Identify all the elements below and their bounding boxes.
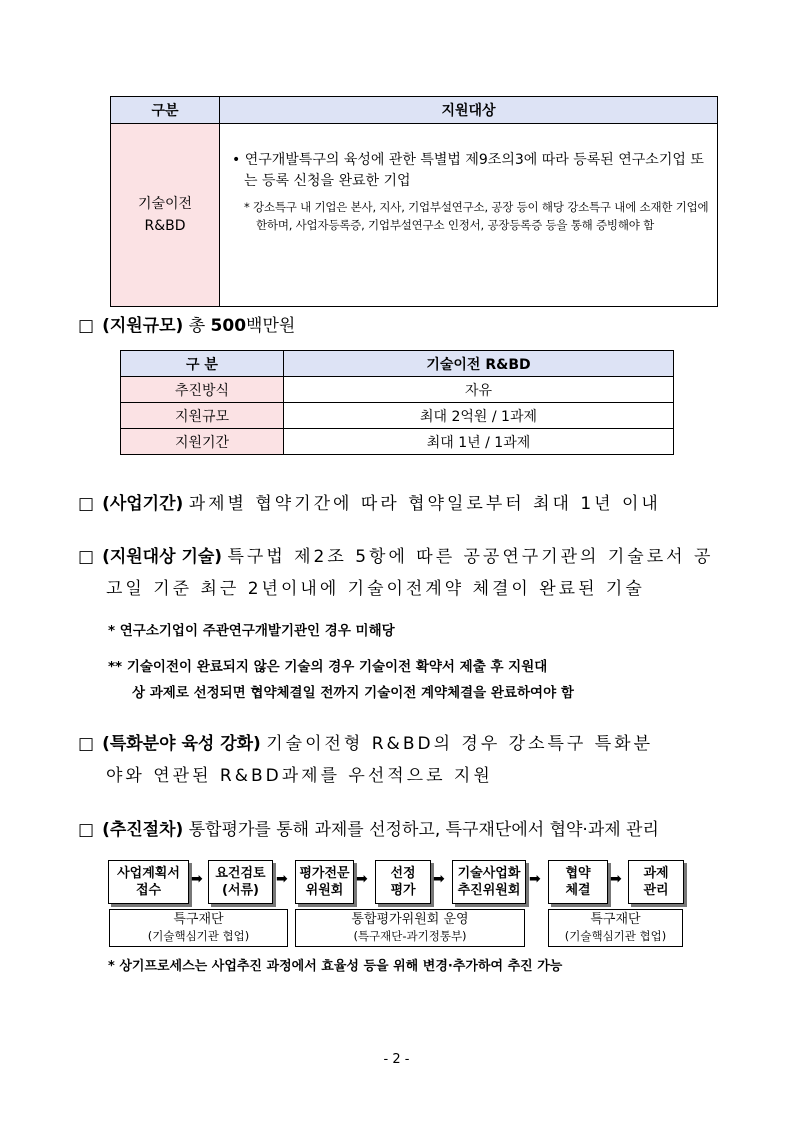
target-cell <box>220 124 718 307</box>
step-line1: 선정 <box>390 866 416 881</box>
step-line2: (서류) <box>222 883 259 898</box>
target-bullet: • 연구개발특구의 육성에 관한 특별법 제9조의3에 따라 등록된 연구소기업 또는 등록 신청을 완료한 기업 <box>232 152 704 189</box>
table-row <box>121 377 674 403</box>
row-value: 최대 2억원 / 1과제 <box>284 403 674 429</box>
flow-group-2 <box>295 909 525 947</box>
note-2-line1: ** 기술이전이 완료되지 않은 기술의 경우 기술이전 확약서 제출 후 지원대 <box>108 659 548 675</box>
group-sub: (특구재단-과기정통부) <box>353 929 467 943</box>
section-line1: 기술이전형 R&BD의 경우 강소특구 특화분 <box>266 734 654 754</box>
flow-step-review <box>208 860 273 904</box>
group-title: 특구재단 <box>590 912 641 927</box>
flow-step-management <box>628 860 684 904</box>
note-2 <box>108 654 733 706</box>
group-sub: (기술핵심기관 협업) <box>564 929 667 943</box>
section-project-period <box>78 488 728 520</box>
checkbox-icon: □ <box>78 734 95 754</box>
step-line1: 과제 <box>643 866 669 881</box>
section-text-num: 500 <box>210 316 247 336</box>
section-process <box>78 814 728 846</box>
note-2-line2: 상 과제로 선정되면 협약체결일 전까지 기술이전 계약체결을 완료하여야 함 <box>132 685 574 701</box>
flow-step-commercialization <box>452 860 526 904</box>
category-line2: R&BD <box>144 218 186 234</box>
section-support-scale <box>78 310 728 342</box>
section-line2: 고일 기준 최근 2년이내에 기술이전계약 체결이 완료된 기술 <box>106 579 645 599</box>
section-title: (추진절차) <box>102 820 184 840</box>
section-title: (지원대상 기술) <box>102 547 223 567</box>
row-label: 지원규모 <box>121 403 284 429</box>
section-text-pre: 총 <box>188 316 211 336</box>
section-title: (사업기간) <box>102 494 184 514</box>
flow-group-1 <box>109 909 288 947</box>
page-number: - 2 - <box>383 1052 410 1067</box>
arrow-right-icon: ➡ <box>610 871 622 887</box>
flow-step-eval-committee <box>295 860 354 904</box>
arrow-right-icon: ➡ <box>529 871 541 887</box>
step-line2: 평가 <box>390 883 416 898</box>
process-note: * 상기프로세스는 사업추진 과정에서 효율성 등을 위해 변경·추가하여 추진 가능 <box>108 959 563 974</box>
arrow-right-icon: ➡ <box>356 871 368 887</box>
group-sub: (기술핵심기관 협업) <box>147 929 250 943</box>
section-target-tech <box>78 541 728 605</box>
note-1: * 연구소기업이 주관연구개발기관인 경우 미해당 <box>108 623 395 639</box>
step-line1: 기술사업화 <box>457 866 521 881</box>
section-line2: 야와 연관된 R&BD과제를 우선적으로 지원 <box>106 766 493 786</box>
section-text: 통합평가를 통해 과제를 선정하고, 특구재단에서 협약·과제 관리 <box>188 820 659 840</box>
arrow-right-icon: ➡ <box>191 871 203 887</box>
step-line2: 추진위원회 <box>457 883 521 898</box>
arrow-right-icon: ➡ <box>276 871 288 887</box>
support-scale-table <box>120 350 674 455</box>
section-text-post: 백만원 <box>246 316 296 336</box>
table-header-category: 구분 <box>111 97 220 124</box>
step-line1: 요건검토 <box>215 866 266 881</box>
row-value: 자유 <box>284 377 674 403</box>
row-value: 최대 1년 / 1과제 <box>284 429 674 455</box>
step-line1: 평가전문 <box>299 866 350 881</box>
flow-step-agreement <box>548 860 608 904</box>
section-title: (지원규모) <box>102 316 184 336</box>
checkbox-icon: □ <box>78 316 95 336</box>
section-line1: 특구법 제2조 5항에 따른 공공연구기관의 기술로서 공 <box>227 547 714 567</box>
checkbox-icon: □ <box>78 494 95 514</box>
step-line2: 체결 <box>565 883 591 898</box>
row-label: 추진방식 <box>121 377 284 403</box>
category-cell <box>111 124 220 307</box>
section-title: (특화분야 육성 강화) <box>102 734 261 754</box>
section-specialization <box>78 728 728 792</box>
group-title: 특구재단 <box>173 912 224 927</box>
step-line1: 사업계획서 <box>117 866 180 881</box>
flow-step-application <box>108 860 189 904</box>
table-header-category: 구 분 <box>121 351 284 377</box>
step-line2: 접수 <box>135 883 162 898</box>
checkbox-icon: □ <box>78 547 95 567</box>
table-header-rbd: 기술이전 R&BD <box>284 351 674 377</box>
step-line2: 관리 <box>643 883 669 898</box>
flow-group-3 <box>548 909 683 947</box>
table-header-target: 지원대상 <box>220 97 718 124</box>
table-row <box>121 403 674 429</box>
checkbox-icon: □ <box>78 820 95 840</box>
section-text: 과제별 협약기간에 따라 협약일로부터 최대 1년 이내 <box>188 494 661 514</box>
step-line1: 협약 <box>565 866 591 881</box>
category-line1: 기술이전 <box>137 196 193 212</box>
step-line2: 위원회 <box>305 883 344 898</box>
flow-step-selection <box>375 860 431 904</box>
row-label: 지원기간 <box>121 429 284 455</box>
group-title: 통합평가위원회 운영 <box>351 912 469 927</box>
table-row <box>121 429 674 455</box>
arrow-right-icon: ➡ <box>433 871 445 887</box>
eligibility-table <box>110 96 718 307</box>
target-note: * 강소특구 내 기업은 본사, 지사, 기업부설연구소, 공장 등이 해당 강소특구 내에 소재한 기업에 한하며, 사업자등록증, 기업부설연구소 인정서, 공장등록증 등을 통해 증빙해야 함 <box>244 200 709 232</box>
